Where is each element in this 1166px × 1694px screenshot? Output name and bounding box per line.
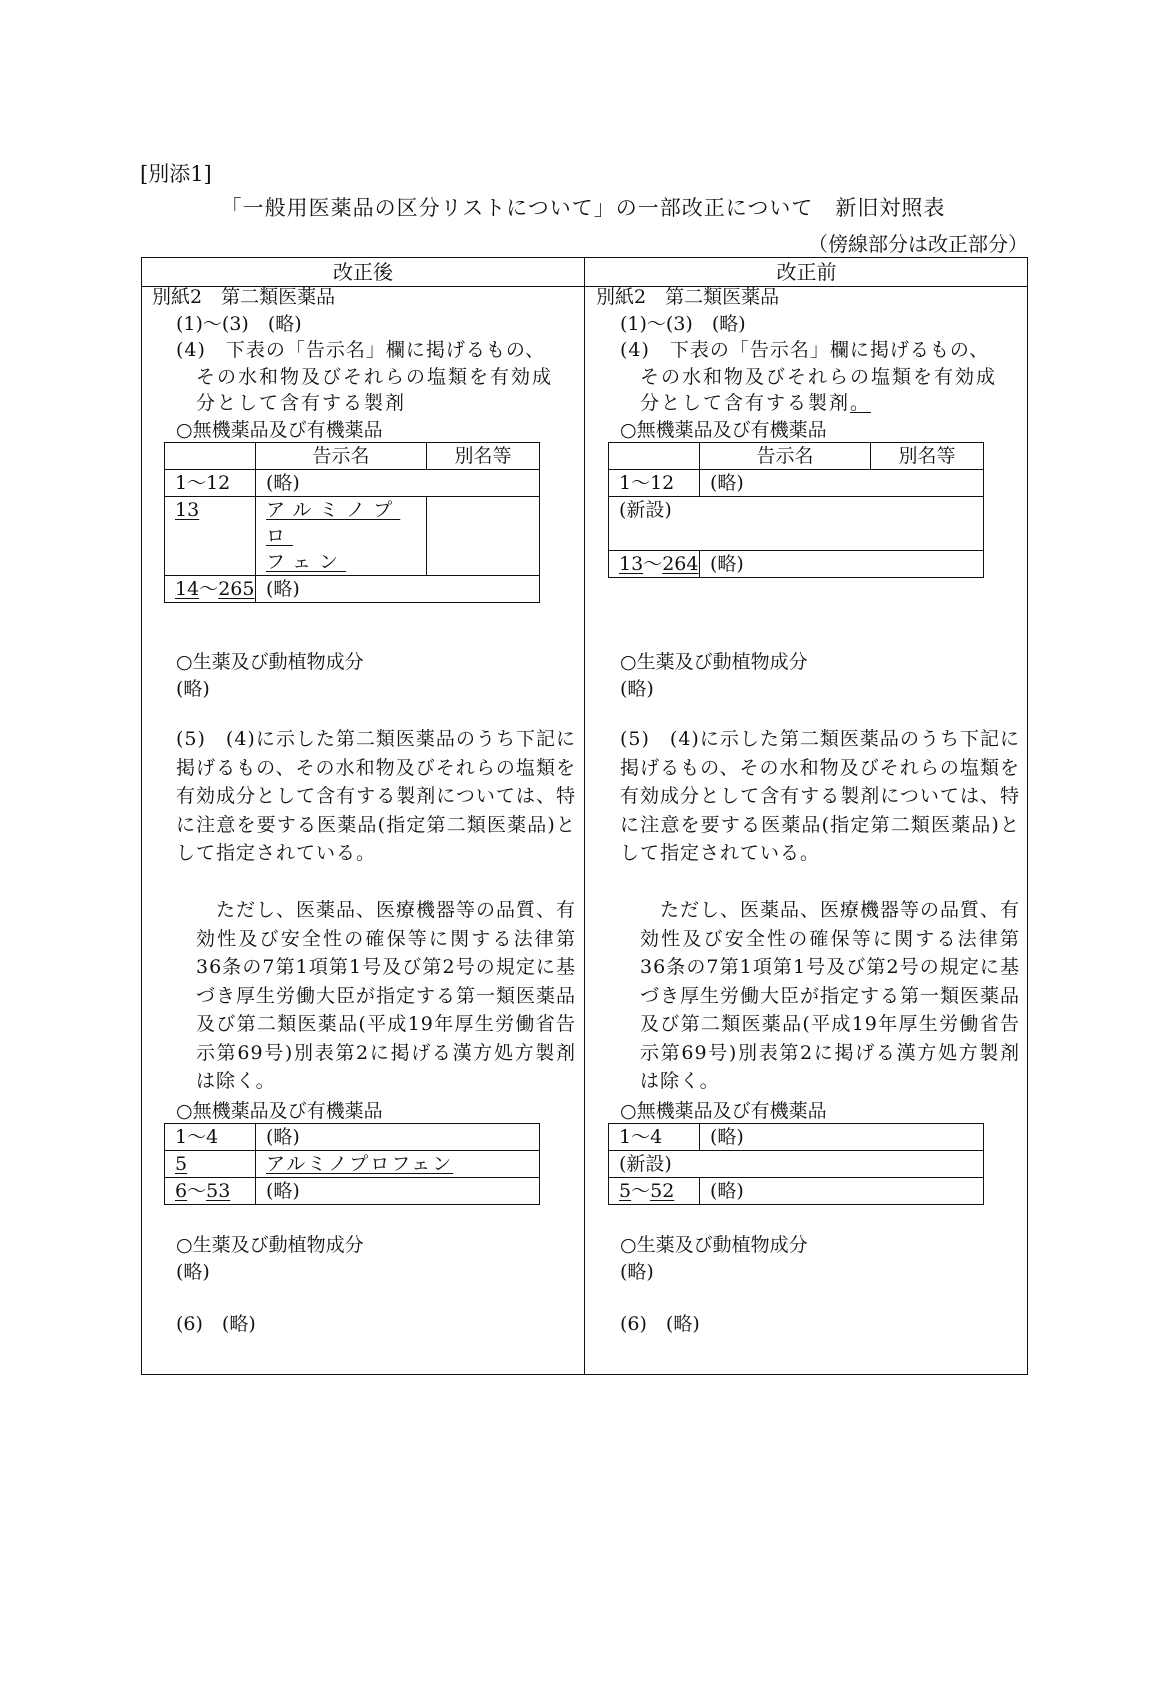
after-table2	[164, 1123, 540, 1205]
after-table1-header-alias: 別名等	[427, 443, 540, 470]
before-table1-header-name: 告示名	[700, 443, 871, 470]
after-table2-row2-no: 5	[165, 1151, 256, 1178]
after-table1-row1-value: (略)	[256, 470, 540, 497]
before-table2-row2-new: (新設)	[609, 1151, 984, 1178]
after-item6: (6) (略)	[176, 1313, 256, 1335]
after-table1-row1-no: 1～12	[165, 470, 256, 497]
after-herbal-heading-2: ○生薬及び動植物成分	[176, 1234, 364, 1256]
before-inorganic-heading-2: ○無機薬品及び有機薬品	[620, 1100, 827, 1122]
after-table2-row2-value: アルミノプロフェン	[256, 1151, 540, 1178]
before-table1-row3-value: (略)	[700, 551, 984, 578]
before-table1-row1-no: 1～12	[609, 470, 700, 497]
after-heading: 別紙2 第二類医薬品	[152, 286, 336, 308]
before-table1-row1-value: (略)	[700, 470, 984, 497]
before-table2-row3-value: (略)	[700, 1178, 984, 1205]
after-herbal-omit: (略)	[176, 678, 210, 700]
before-table1	[608, 442, 984, 578]
after-herbal-omit-2: (略)	[176, 1261, 210, 1283]
after-table1-header-name: 告示名	[256, 443, 427, 470]
comparison-table	[141, 257, 1028, 1375]
document-title: 「一般用医薬品の区分リストについて」の一部改正について 新旧対照表	[220, 196, 946, 220]
before-table2-row1-no: 1～4	[609, 1124, 700, 1151]
after-column	[142, 287, 582, 1374]
before-table1-row2-new: (新設)	[609, 497, 984, 551]
column-header-before: 改正前	[776, 260, 837, 284]
before-table1-header-alias: 別名等	[871, 443, 984, 470]
after-table2-row1-no: 1～4	[165, 1124, 256, 1151]
after-inorganic-heading-2: ○無機薬品及び有機薬品	[176, 1100, 383, 1122]
before-herbal-omit-2: (略)	[620, 1261, 654, 1283]
before-herbal-omit: (略)	[620, 678, 654, 700]
after-item4-line3: 分として含有する製剤	[196, 392, 407, 414]
after-table2-row3-no: 6～53	[165, 1178, 256, 1205]
before-item4-line3: 分として含有する製剤。	[640, 392, 872, 414]
before-table1-row3-no: 13～264	[609, 551, 700, 578]
before-item4-line2: その水和物及びそれらの塩類を有効成	[640, 366, 998, 388]
after-table1-row3-no: 14～265	[165, 576, 256, 603]
after-table1	[164, 442, 540, 603]
before-herbal-heading-2: ○生薬及び動植物成分	[620, 1234, 808, 1256]
after-table1-row2-value: アルミノプロ フェン	[256, 497, 427, 576]
after-herbal-heading: ○生薬及び動植物成分	[176, 651, 364, 673]
before-item6: (6) (略)	[620, 1313, 700, 1335]
column-divider	[584, 258, 585, 1374]
before-column	[586, 287, 1026, 1374]
after-inorganic-heading: ○無機薬品及び有機薬品	[176, 419, 383, 441]
after-item5-proviso: ただし、医薬品、医療機器等の品質、有効性及び安全性の確保等に関する法律第36条の7第1項第1号及び第2号の規定に基づき厚生労働大臣が指定する第一類医薬品及び第二類医薬品(平成19年厚生労働省告示第69号)別表第2に掲げる漢方処方製剤は除く。	[196, 899, 577, 1092]
before-inorganic-heading: ○無機薬品及び有機薬品	[620, 419, 827, 441]
after-table2-row3-value: (略)	[256, 1178, 540, 1205]
after-item5: (5) (4)に示した第二類医薬品のうち下記に掲げるもの、その水和物及びそれらの塩類を有効成分として含有する製剤については、特に注意を要する医薬品(指定第二類医薬品)として指定されている。	[176, 728, 576, 864]
before-item4-line1: (4) 下表の「告示名」欄に掲げるもの、	[620, 339, 990, 361]
before-table2-row1-value: (略)	[700, 1124, 984, 1151]
after-item4-line2: その水和物及びそれらの塩類を有効成	[196, 366, 554, 388]
after-table1-row3-value: (略)	[256, 576, 540, 603]
before-table2-row3-no: 5～52	[609, 1178, 700, 1205]
after-table2-row1-value: (略)	[256, 1124, 540, 1151]
before-items-1-3: (1)～(3) (略)	[620, 313, 746, 335]
before-table2	[608, 1123, 984, 1205]
after-item4-line1: (4) 下表の「告示名」欄に掲げるもの、	[176, 339, 546, 361]
underline-note: （傍線部分は改正部分）	[808, 232, 1028, 256]
before-item5-proviso: ただし、医薬品、医療機器等の品質、有効性及び安全性の確保等に関する法律第36条の7第1項第1号及び第2号の規定に基づき厚生労働大臣が指定する第一類医薬品及び第二類医薬品(平成19年厚生労働省告示第69号)別表第2に掲げる漢方処方製剤は除く。	[640, 899, 1021, 1092]
before-herbal-heading: ○生薬及び動植物成分	[620, 651, 808, 673]
after-items-1-3: (1)～(3) (略)	[176, 313, 302, 335]
before-item5: (5) (4)に示した第二類医薬品のうち下記に掲げるもの、その水和物及びそれらの塩類を有効成分として含有する製剤については、特に注意を要する医薬品(指定第二類医薬品)として指定されている。	[620, 728, 1020, 864]
after-table1-row2-no: 13	[165, 497, 256, 576]
before-heading: 別紙2 第二類医薬品	[596, 286, 780, 308]
column-header-after: 改正後	[333, 260, 393, 284]
attachment-label: [別添1]	[140, 162, 212, 186]
